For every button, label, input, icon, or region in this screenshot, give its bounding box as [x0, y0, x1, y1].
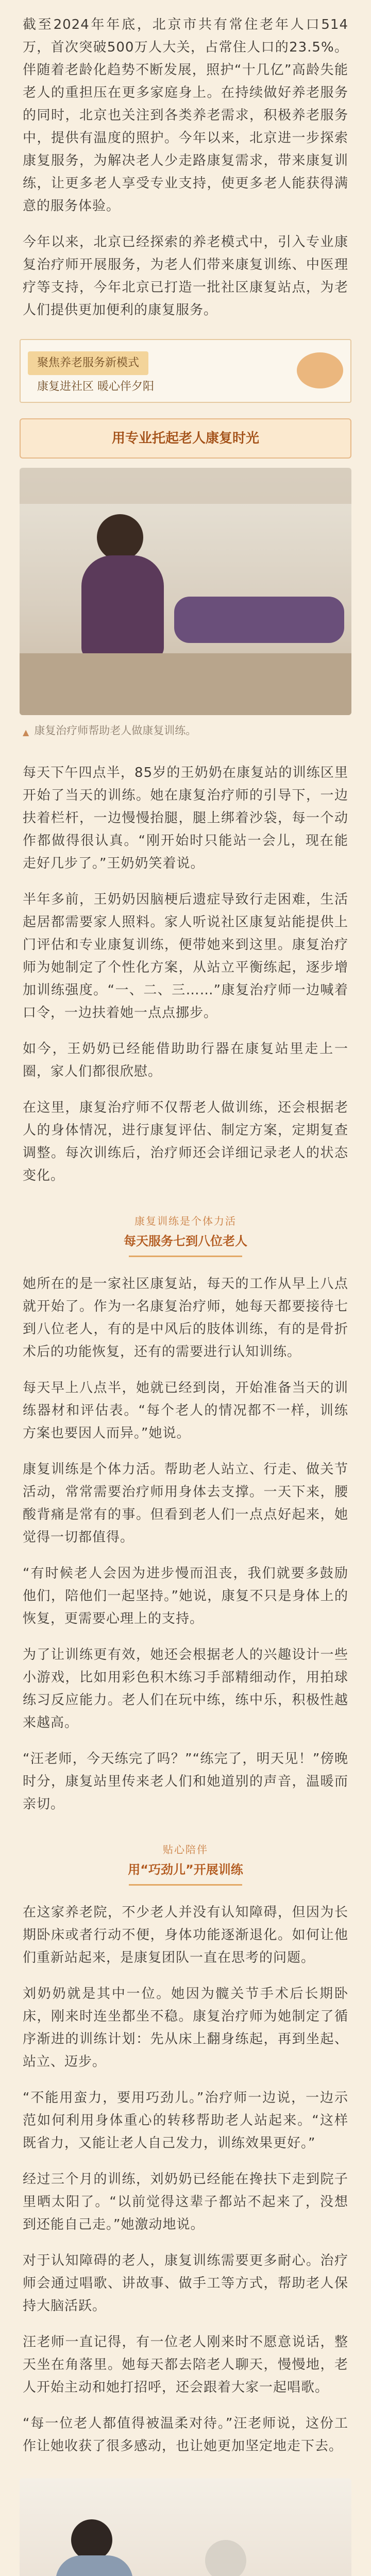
body2-paragraph-2: 每天早上八点半，她就已经到岗，开始准备当天的训练器材和评估表。“每个老人的情况都不一样，训练方案也要因人而异。”她说。: [23, 1380, 348, 1441]
body3-paragraph-7: “每一位老人都值得被温柔对待。”汪老师说，这份工作让她收获了很多感动，也让她更加坚定地走下去。: [23, 2416, 348, 2454]
caption-triangle-icon: ▲: [23, 727, 29, 737]
photo-rehab-training: [20, 468, 351, 715]
section-title-1: 康复训练是个体力活 每天服务七到八位老人: [93, 1213, 278, 1257]
body1-paragraph-3: 如今，王奶奶已经能借助助行器在康复站里走上一圈，家人们都很欣慰。: [23, 1041, 348, 1079]
photo1-caption: ▲ 康复治疗师帮助老人做康复训练。: [23, 722, 348, 741]
body2-paragraph-3: 康复训练是个体力活。帮助老人站立、行走、做关节活动，常常需要治疗师用身体去支撑。一天下来，腰酸背痛是常有的事。但看到老人们一点点好起来，她觉得一切都值得。: [23, 1462, 348, 1545]
intro-paragraph-1: 截至2024年年底，北京市共有常住老年人口514万，首次突破500万人大关，占常住人口的23.5%。伴随着老龄化趋势不断发展，照护“十几亿”高龄失能老人的重担压在更多家庭身上。在持续做好养老服务的同时，北京也关注到各类养老需求，积极养老服务中，提供有温度的照护。今年以来，北京进一步探索康复服务，为解决老人少走路康复需求，带来康复训练，让更多老人享受专业支持，使更多老人能获得满意的服务体验。: [23, 17, 348, 214]
body3-paragraph-1: 在这家养老院，不少老人并没有认知障碍，但因为长期卧床或者行动不便，身体功能逐渐退化。如何让他们重新站起来，是康复团队一直在思考的问题。: [23, 1905, 348, 1965]
banner-line-1: 聚焦养老服务新模式: [28, 351, 148, 375]
body2-paragraph-5: 为了让训练更有效，她还会根据老人的兴趣设计一些小游戏，比如用彩色积木练习手部精细动作，用拍球练习反应能力。老人们在玩中练，练中乐，积极性越来越高。: [23, 1647, 348, 1731]
body1-paragraph-2: 半年多前，王奶奶因脑梗后遗症导致行走困难，生活起居都需要家人照料。家人听说社区康复站能提供上门评估和专业康复训练，便带她来到这里。康复治疗师为她制定了个性化方案，从站立平衡练起，逐步增加训练强度。“一、二、三……”康复治疗师一边喊着口令，一边扶着她一点点挪步。: [23, 892, 348, 1021]
body2-paragraph-1: 她所在的是一家社区康复站，每天的工作从早上八点就开始了。作为一名康复治疗师，她每天都要接待七到八位老人，有的是中风后的肢体训练，有的是骨折术后的功能恢复，还有的需要进行认知训练。: [23, 1276, 348, 1360]
body1-paragraph-1: 每天下午四点半，85岁的王奶奶在康复站的训练区里开始了当天的训练。她在康复治疗师的引导下，一边扶着栏杆，一边慢慢抬腿，腿上绑着沙袋，每一个动作都做得很认真。“刚开始时只能站一会儿，现在能走好几步了。”王奶奶笑着说。: [23, 765, 348, 871]
banner-decoration-icon: [297, 352, 343, 388]
body1-paragraph-4: 在这里，康复治疗师不仅帮老人做训练，还会根据老人的身体情况，进行康复评估、制定方案，定期复查调整。每次训练后，治疗师还会详细记录老人的状态变化。: [23, 1100, 348, 1183]
body3-paragraph-4: 经过三个月的训练，刘奶奶已经能在搀扶下走到院子里晒太阳了。“以前觉得这辈子都站不起来了，没想到还能自己走。”她激动地说。: [23, 2172, 348, 2232]
body2-paragraph-4: “有时候老人会因为进步慢而沮丧，我们就要多鼓励他们，陪他们一起坚持。”她说，康复不只是身体上的恢复，更需要心理上的支持。: [23, 1566, 348, 1626]
body3-paragraph-2: 刘奶奶就是其中一位。她因为髋关节手术后长期卧床，刚来时连坐都坐不稳。康复治疗师为她制定了循序渐进的训练计划：先从床上翻身练起，再到坐起、站立、迈步。: [23, 1986, 348, 2070]
body3-paragraph-3: “不能用蛮力，要用巧劲儿。”治疗师一边说，一边示范如何利用身体重心的转移帮助老人站起来。“这样既省力，又能让老人自己发力，训练效果更好。”: [23, 2090, 348, 2151]
body3-paragraph-5: 对于认知障碍的老人，康复训练需要更多耐心。治疗师会通过唱歌、讲故事、做手工等方式，帮助老人保持大脑活跃。: [23, 2253, 348, 2314]
article-title: 用专业托起老人康复时光: [111, 431, 259, 446]
article-title-box: [20, 418, 351, 459]
body3-paragraph-6: 汪老师一直记得，有一位老人刚来时不愿意说话，整天坐在角落里。她每天都去陪老人聊天，慢慢地，老人开始主动和她打招呼，还会跟着大家一起唱歌。: [23, 2334, 348, 2395]
intro-paragraph-2: 今年以来，北京已经探索的养老模式中，引入专业康复治疗师开展服务，为老人们带来康复训练、中医理疗等支持，今年北京已打造一批社区康复站点，为老人们提供更加便利的康复服务。: [23, 234, 348, 318]
photo-companionship: [20, 2478, 351, 2576]
highlight-banner: [20, 339, 351, 403]
section-title-2: 贴心陪伴 用“巧劲儿”开展训练: [93, 1841, 278, 1886]
body2-paragraph-6: “汪老师，今天练完了吗？”“练完了，明天见！”傍晚时分，康复站里传来老人们和她道别的声音，温暖而亲切。: [23, 1751, 348, 1812]
banner-line-2: 康复进社区 暖心伴夕阳: [37, 380, 154, 393]
